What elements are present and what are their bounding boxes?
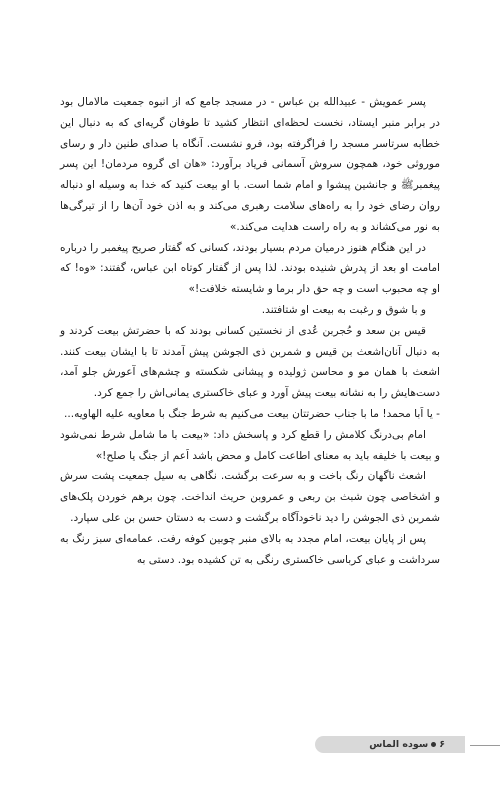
page-footer (0, 735, 500, 755)
paragraph-6: امام بی‌درنگ کلامش را قطع کرد و پاسخش داد: «بیعت با ما شامل شرط نمی‌شود و بیعت با خلیفه باید به معنای اطاعت کامل و محض باشد اَعم از جنگ یا صلح!» (60, 428, 440, 462)
body-text (60, 92, 440, 570)
paragraph-8: پس از پایان بیعت، امام مجدد به بالای منبر چوبین کوفه رفت. عمامه‌ای سبز رنگ به سرداشت و عبای کرباسی خاکستری رنگی به تن کشیده بود. دستی به (60, 532, 440, 566)
footer-rule-line (470, 745, 500, 746)
paragraph-3: و با شوق و رغبت به بیعت او شتافتند. (261, 303, 426, 316)
paragraph-5-dialogue: - یا اَبا محمد! ما با جناب حضرتتان بیعت می‌کنیم به شرط جنگ با معاویه علیه الهاویه... (64, 407, 440, 420)
page-number: ۶ (439, 739, 445, 750)
paragraph-1: پسر عمویش - عبیدالله بن عباس - در مسجد جامع که از انبوه جمعیت مالامال بود در برابر منبر ایستاد، نخست لحظه‌ای انتظار کشید تا طوفان گریه‌ای که به دنبال این خطابه سرتاسر مسجد را فراگرفته بود، فرو نشست. آنگاه با صدای طنین دار و رسای موروثی خود، همچون سروش آسمانی فریاد برآورد: «هان ای گروه مردمان! این پسر پیغمبرﷺ و جانشین پیشوا و امام شما است. با او بیعت کنید که خدا به وسیله او دنباله روان رضای خود را به راه‌های سلامت رهبری می‌کند و به اذن خود آن‌ها را از تیرگی‌ها به نور می‌کشاند و به راه راست هدایت می‌کند.» (60, 96, 440, 233)
book-title: سوده الماس (369, 739, 429, 750)
paragraph-2: در این هنگام هنوز درمیان مردم بسیار بودند، کسانی که گفتار صریح پیغمبر را درباره امامت او بعد از پدرش شنیده بودند. لذا پس از گفتار کوتاه ابن عباس، گفتند: «وه! که او چه محبوب است و چه حق دار برما و شایسته خلافت!» (60, 241, 440, 296)
paragraph-7: اشعث ناگهان رنگ باخت و به سرعت برگشت. نگاهی به سیل جمعیت پشت سرش و اشخاصی چون شبث بن ربعی و عمروبن حریث انداخت. چون برهم خوردن پلک‌های شمربن ذی الجوشن را دید ناخودآگاه برگشت و دست به دستان حسن بن علی سپارد. (60, 470, 440, 524)
footer-label (333, 737, 445, 753)
bullet-icon (431, 742, 436, 747)
paragraph-4: قیس بن سعد و حُجربن عُدی از نخستین کسانی بودند که با حضرتش بیعت کردند و به دنبال آنان‌اشعث بن قیس و شمربن ذی الجوشن پیش آمدند تا با ایشان بیعت کنند. اشعث با همان مو و محاسن ژولیده و پیشانی شکسته و چشم‌های آعورش جلو آمد، دست‌هایش را به نشانه بیعت پیش آورد و عبای خاکستری یمانی‌اش را جمع کرد. (60, 324, 440, 400)
